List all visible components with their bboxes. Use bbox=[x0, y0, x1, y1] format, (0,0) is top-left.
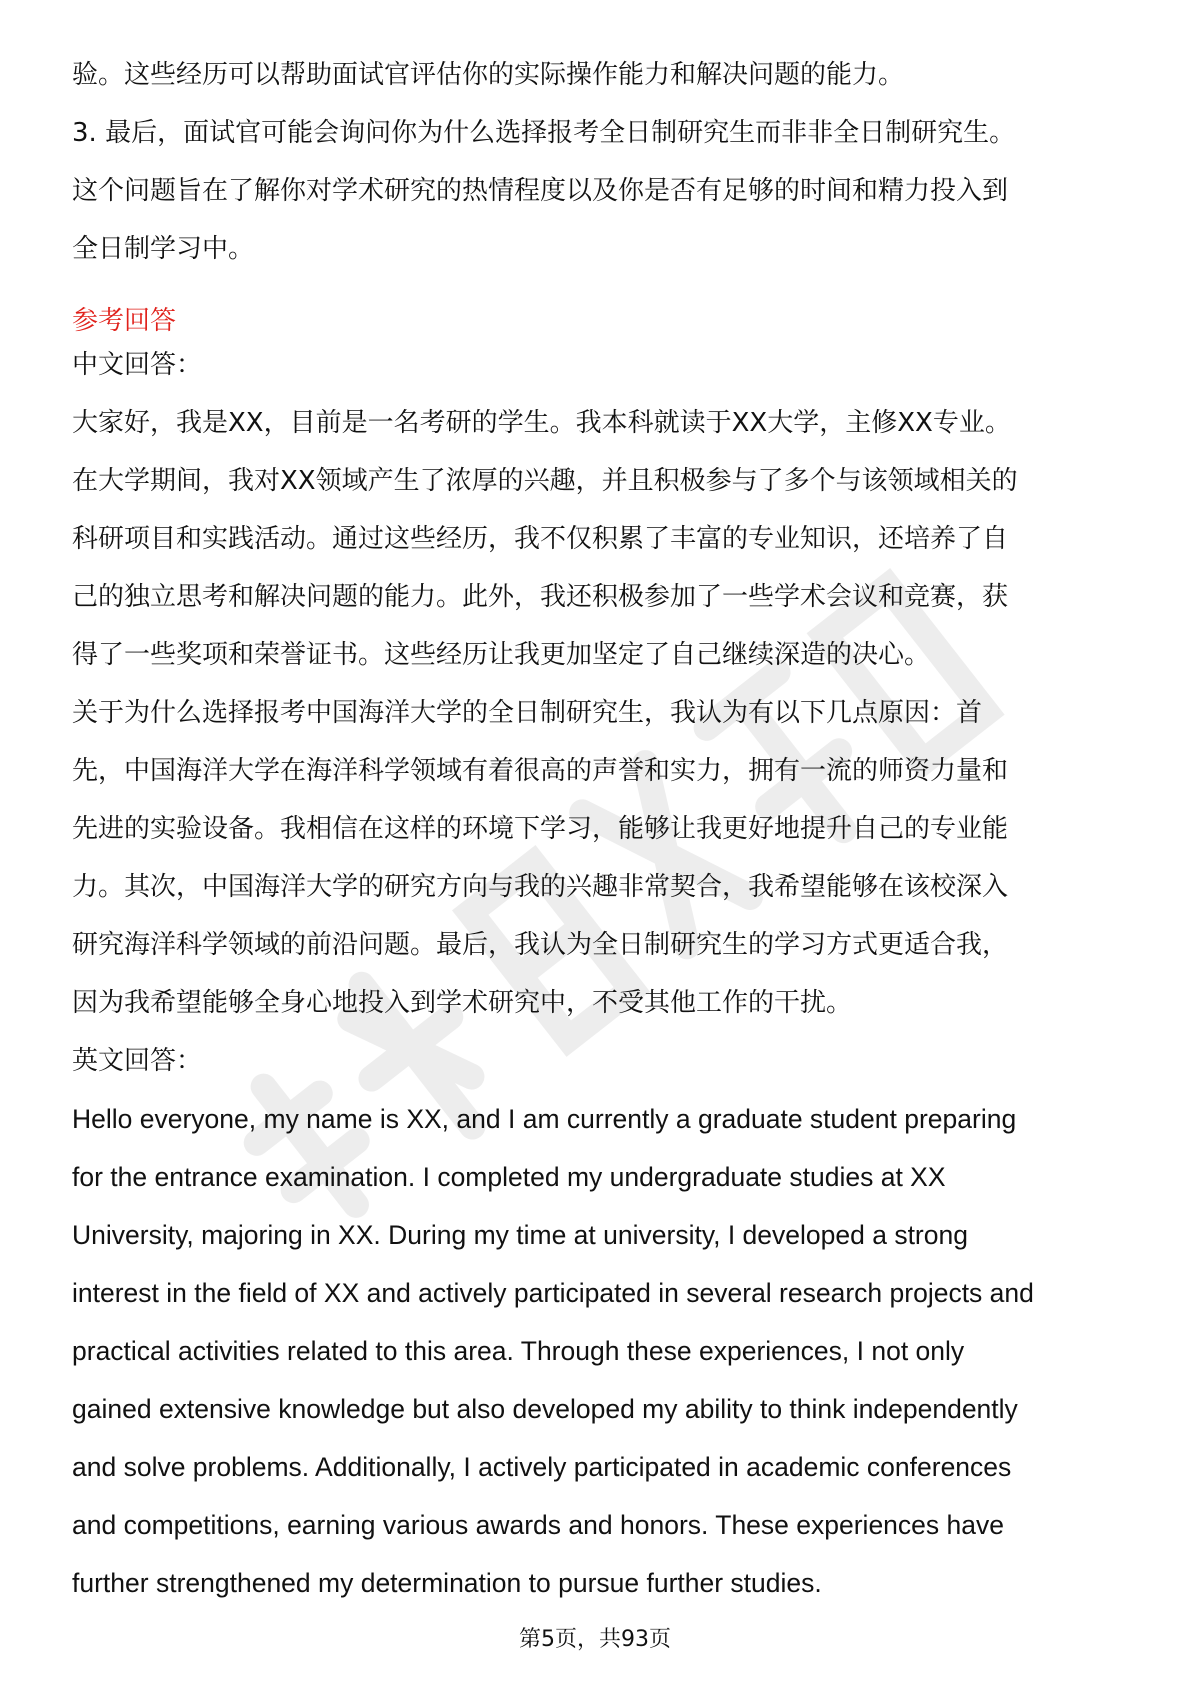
paragraph-line: Hello everyone, my name is XX, and I am currently a graduate student preparing bbox=[72, 1104, 1017, 1134]
paragraph-line: 己的独立思考和解决问题的能力。此外，我还积极参加了一些学术会议和竞赛，获 bbox=[72, 582, 1009, 612]
chinese-answer-label: 中文回答： bbox=[72, 350, 203, 380]
paragraph-line: and solve problems. Additionally, I actively participated in academic conferences bbox=[72, 1452, 1012, 1482]
paragraph-line: University, majoring in XX. During my time at university, I developed a strong bbox=[72, 1220, 968, 1250]
paragraph-line: 研究海洋科学领域的前沿问题。最后，我认为全日制研究生的学习方式更适合我， bbox=[72, 930, 1009, 960]
paragraph-line: 先，中国海洋大学在海洋科学领域有着很高的声誉和实力，拥有一流的师资力量和 bbox=[72, 756, 1009, 786]
paragraph-line: 力。其次，中国海洋大学的研究方向与我的兴趣非常契合，我希望能够在该校深入 bbox=[72, 872, 1009, 902]
paragraph-line: 先进的实验设备。我相信在这样的环境下学习，能够让我更好地提升自己的专业能 bbox=[72, 814, 1009, 844]
chinese-paragraph-2 bbox=[72, 690, 1122, 1038]
paragraph-line: and competitions, earning various awards and honors. These experiences have bbox=[72, 1510, 1004, 1540]
document-body bbox=[72, 52, 1122, 1618]
chinese-paragraph-1 bbox=[72, 400, 1122, 690]
paragraph-line: for the entrance examination. I completed my undergraduate studies at XX bbox=[72, 1162, 946, 1192]
paragraph-line: practical activities related to this area. Through these experiences, I not only bbox=[72, 1336, 965, 1366]
paragraph-line: 在大学期间，我对XX领域产生了浓厚的兴趣，并且积极参与了多个与该领域相关的 bbox=[72, 466, 1018, 496]
intro-line: 验。这些经历可以帮助面试官评估你的实际操作能力和解决问题的能力。 bbox=[72, 60, 905, 90]
intro-line: 全日制学习中。 bbox=[72, 234, 255, 264]
paragraph-line: 关于为什么选择报考中国海洋大学的全日制研究生，我认为有以下几点原因：首 bbox=[72, 698, 983, 728]
intro-line: 3. 最后，面试官可能会询问你为什么选择报考全日制研究生而非非全日制研究生。 bbox=[72, 118, 1016, 148]
paragraph-line: interest in the field of XX and actively participated in several research projects and bbox=[72, 1278, 1034, 1308]
reference-answer-heading: 参考回答 bbox=[72, 306, 177, 336]
paragraph-line: further strengthened my determination to pursue further studies. bbox=[72, 1568, 822, 1598]
intro-section bbox=[72, 52, 1122, 284]
paragraph-line: 科研项目和实践活动。通过这些经历，我不仅积累了丰富的专业知识，还培养了自 bbox=[72, 524, 1009, 554]
page-number-footer: 第5页，共93页 bbox=[519, 1627, 671, 1652]
paragraph-line: 得了一些奖项和荣誉证书。这些经历让我更加坚定了自己继续深造的决心。 bbox=[72, 640, 931, 670]
paragraph-line: 因为我希望能够全身心地投入到学术研究中，不受其他工作的干扰。 bbox=[72, 988, 853, 1018]
intro-line: 这个问题旨在了解你对学术研究的热情程度以及你是否有足够的时间和精力投入到 bbox=[72, 176, 1009, 206]
english-answer-label: 英文回答： bbox=[72, 1046, 203, 1076]
paragraph-line: 大家好，我是XX，目前是一名考研的学生。我本科就读于XX大学，主修XX专业。 bbox=[72, 408, 1011, 438]
english-paragraph bbox=[72, 1096, 1122, 1618]
paragraph-line: gained extensive knowledge but also developed my ability to think independently bbox=[72, 1394, 1018, 1424]
